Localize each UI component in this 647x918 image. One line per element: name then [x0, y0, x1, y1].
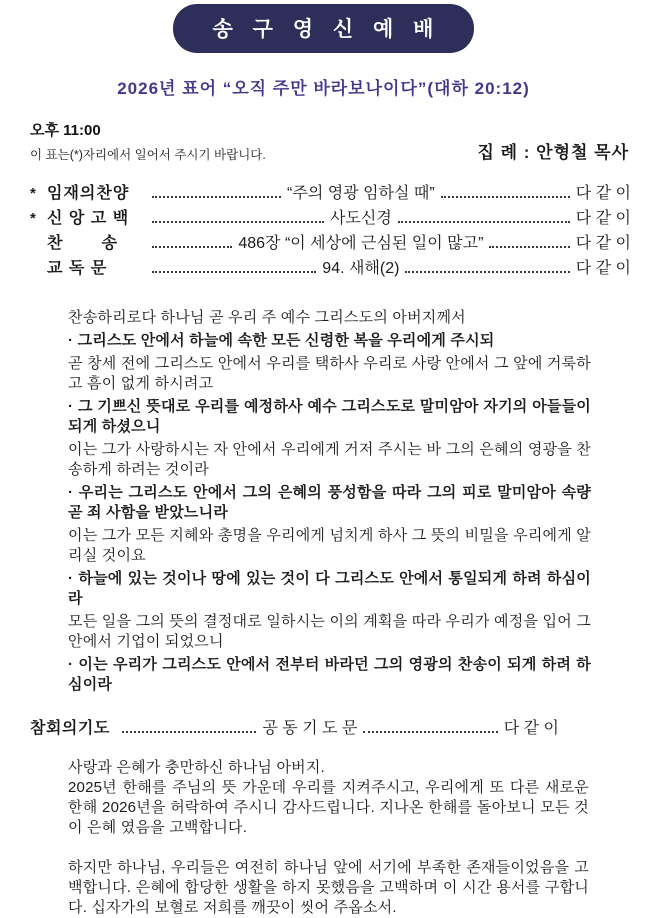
order-label: 참회의기도 [30, 720, 110, 737]
reading-verse: · 이는 우리가 그리스도 안에서 전부터 바라던 그의 영광의 찬송이 되게 하려 하심이라 [68, 656, 591, 693]
leader-dots [122, 731, 256, 733]
order-content: 94. 새해(2) [322, 260, 400, 277]
stand-marker: * [30, 210, 36, 227]
order-response: 다 같 이 [503, 720, 560, 737]
reading-verse: · 하늘에 있는 것이나 땅에 있는 것이 다 그리스도 안에서 통일되게 하려 하심이라 [68, 570, 591, 607]
order-content: 공 동 기 도 문 [262, 720, 358, 737]
reading-verse: 이는 그가 모든 지혜와 총명을 우리에게 넘치게 하사 그 뜻의 비밀을 우리에게 알리실 것이요 [68, 527, 591, 564]
order-response: 다 같 이 [575, 210, 631, 227]
title-banner [0, 4, 647, 53]
order-label: 교 독 문 [47, 260, 108, 277]
reading-verse: · 우리는 그리스도 안에서 그의 은혜의 풍성함을 따라 그의 피로 말미암아 속량 곧 죄 사함을 받았느니라 [68, 484, 591, 521]
order-response: 다 같 이 [575, 260, 632, 277]
leader-dots [489, 246, 569, 248]
order-row-penitence-prayer [30, 714, 559, 739]
reading-verse: 찬송하리로다 하나님 곧 우리 주 예수 그리스도의 아버지께서 [68, 309, 466, 326]
order-response: 다 같 이 [575, 185, 631, 202]
year-motto: 2026년 표어 “오직 주만 바라보나이다”(대하 20:12) [117, 79, 530, 98]
reading-verse: 이는 그가 사랑하시는 자 안에서 우리에게 거저 주시는 바 그의 은혜의 영광을 찬송하게 하려는 것이라 [68, 441, 591, 478]
service-time: 오후 11:00 [30, 122, 101, 139]
reading-verse: 곧 창세 전에 그리스도 안에서 우리를 택하사 우리로 사랑 안에서 그 앞에 거룩하고 흠이 없게 하시려고 [68, 355, 591, 392]
reading-verse: · 그 기쁘신 뜻대로 우리를 예정하사 예수 그리스도로 말미암아 자기의 아들들이 되게 하셨으니 [68, 398, 591, 435]
order-content: 사도신경 [329, 210, 392, 227]
stand-marker: * [30, 185, 36, 202]
leader-dots [363, 731, 497, 733]
prayer-line: 사랑과 은혜가 충만하신 하나님 아버지. [68, 759, 325, 776]
leader-dots [405, 271, 569, 273]
leader-dots [152, 271, 316, 273]
order-label: 찬 송 [47, 235, 119, 252]
order-response: 다 같 이 [575, 235, 632, 252]
order-content: “주의 영광 임하실 때” [287, 185, 435, 202]
order-of-worship [30, 179, 631, 279]
reading-verse: · 그리스도 안에서 하늘에 속한 모든 신령한 복을 우리에게 주시되 [68, 332, 495, 349]
leader-dots [152, 221, 324, 223]
reading-verse: 모든 일을 그의 뜻의 결정대로 일하시는 이의 계획을 따라 우리가 예정을 입어 그 안에서 기업이 되었으니 [68, 613, 591, 650]
prayer-paragraph: 2025년 한해를 주님의 뜻 가운데 우리를 지켜주시고, 우리에게 또 다른 새로운 한해 2026년을 허락하여 주시니 감사드립니다. 지나온 한해를 돌아보니 모든 것이 은혜 였음을 고백합니다. [68, 779, 589, 836]
leader-dots [152, 246, 232, 248]
service-info [30, 119, 629, 163]
leader-dots [441, 196, 570, 198]
leader-dots [398, 221, 570, 223]
order-label: 신 앙 고 백 [47, 210, 130, 227]
responsive-reading-text [68, 308, 591, 695]
order-row-responsive-reading [30, 254, 631, 279]
order-row-creed [30, 204, 631, 229]
standing-note: 이 표는(*)자리에서 일어서 주시기 바랍니다. [30, 148, 266, 162]
penitence-row [30, 714, 559, 739]
order-row-hymn [30, 229, 631, 254]
service-title: 송 구 영 신 예 배 [173, 4, 475, 53]
prayer-paragraph: 하지만 하나님, 우리들은 여전히 하나님 앞에 서기에 부족한 존재들이었음을 고백합니다. 은혜에 합당한 생활을 하지 못했음을 고백하며 이 시간 용서를 구합니다. 십자가의 보혈로 저희를 깨끗이 씻어 주옵소서. [68, 859, 589, 916]
order-content: 486장 “이 세상에 근심된 일이 많고” [238, 235, 484, 252]
presider: 집 례 : 안형철 목사 [477, 143, 629, 162]
leader-dots [152, 196, 281, 198]
order-row-praise [30, 179, 631, 204]
service-info-left [30, 119, 266, 163]
order-label: 임재의찬양 [47, 185, 130, 202]
common-prayer-text [68, 758, 589, 918]
